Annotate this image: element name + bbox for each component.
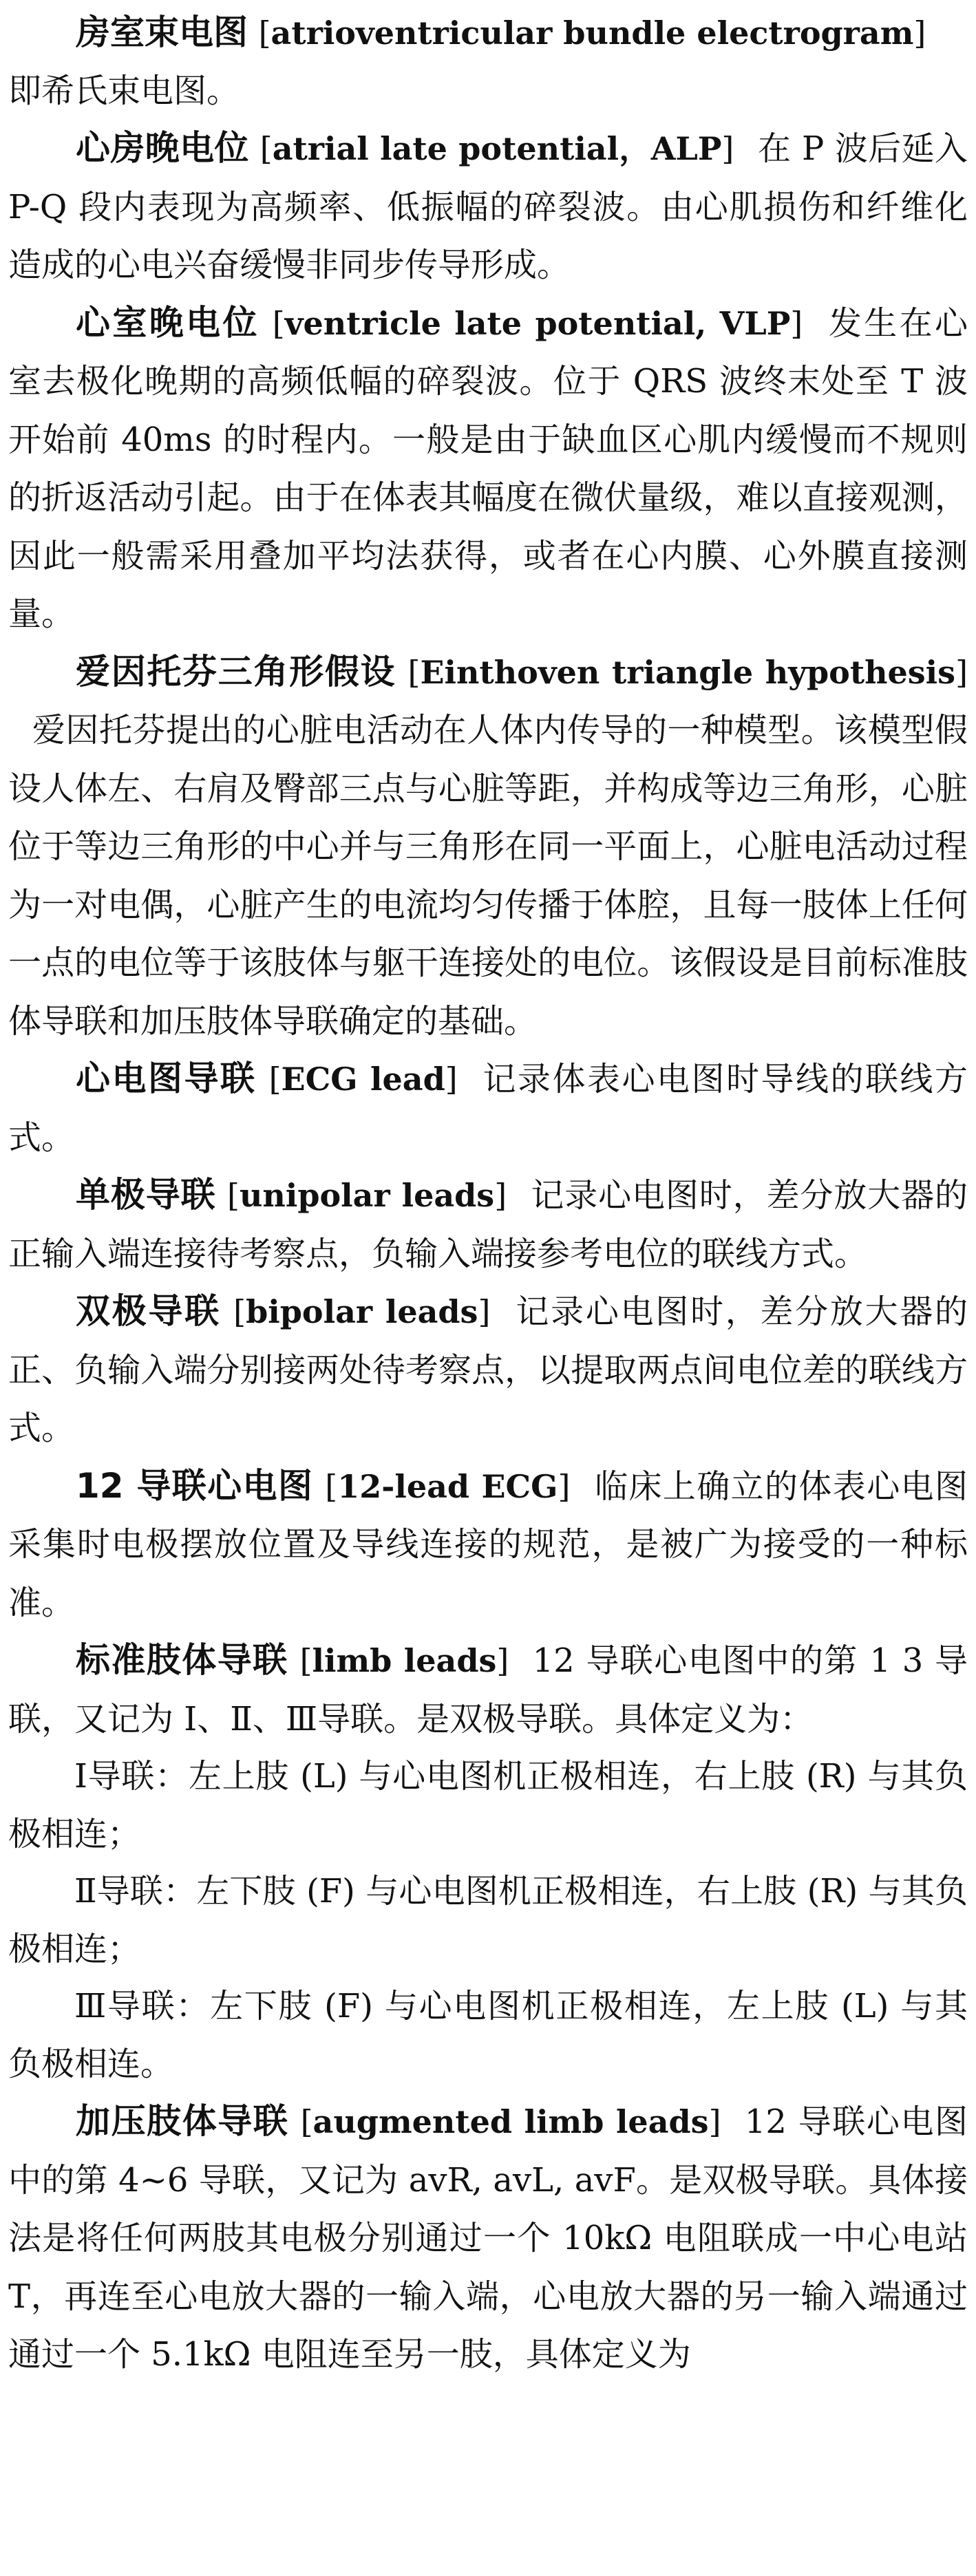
entry-atrioventricular-bundle-electrogram <box>8 4 968 63</box>
entry-english: [atrioventricular bundle electrogram] <box>258 14 926 52</box>
entry-term: 心房晚电位 <box>76 128 249 168</box>
entry-definition: 在 P 波后延入 P-Q 段内表现为高频率、低振幅的碎裂波。由心肌损伤和纤维化造成的心电兴奋缓慢非同步传导形成。 <box>8 129 968 284</box>
entry-term: 房室束电图 <box>76 12 248 52</box>
entry-unipolar-leads <box>8 1167 968 1283</box>
entry-augmented-limb-leads <box>8 2093 968 2384</box>
entry-definition: 记录心电图时，差分放大器的正输入端连接待考察点，负输入端接参考电位的联线方式。 <box>8 1176 968 1273</box>
entry-english: [ECG lead] <box>268 1061 458 1098</box>
lead-ii-definition: Ⅱ导联：左下肢 (F) 与心电图机正极相连，右上肢 (R) 与其负极相连； <box>8 1872 968 1968</box>
entry-english-text: Einthoven triangle hypothesis <box>420 653 956 691</box>
lead-i-definition: Ⅰ导联：左上肢 (L) 与心电图机正极相连，右上肢 (R) 与其负极相连； <box>8 1757 968 1853</box>
entry-term: 12 导联心电图 <box>76 1465 314 1506</box>
entry-english-text: atrial late potential，ALP <box>272 130 722 167</box>
entry-term: 单极导联 <box>76 1175 216 1215</box>
entry-english-text: augmented limb leads <box>312 2103 709 2140</box>
entry-definition: 记录心电图时，差分放大器的正、负输入端分别接两处待考察点，以提取两点间电位差的联线方式。 <box>8 1292 968 1447</box>
entry-term: 标准肢体导联 <box>76 1640 288 1680</box>
entry-english: [augmented limb leads] <box>300 2103 721 2140</box>
entry-english-text: ECG lead <box>281 1061 445 1098</box>
entry-term: 心电图导联 <box>76 1058 257 1098</box>
entry-atrial-late-potential <box>8 120 968 295</box>
entry-english: [limb leads] <box>299 1642 509 1679</box>
entry-ecg-lead <box>8 1050 968 1167</box>
entry-ventricle-late-potential <box>8 295 968 643</box>
entry-definition: 临床上确立的体表心电图采集时电极摆放位置及导线连接的规范，是被广为接受的一种标准。 <box>8 1467 968 1622</box>
entry-definition: 爱因托芬提出的心脏电活动在人体内传导的一种模型。该模型假设人体左、右肩及臀部三点与心脏等距，并构成等边三角形，心脏位于等边三角形的中心并与三角形在同一平面上，心脏电活动过程为一对电偶，心脏产生的电流均匀传播于体腔，且每一肢体上任何一点的电位等于该肢体与躯干连接处的电位。该假设是目前标准肢体导联和加压肢体导联确定的基础。 <box>8 711 968 1041</box>
entry-english: [atrial late potential，ALP] <box>259 130 734 167</box>
entry-english-text: bipolar leads <box>246 1293 478 1330</box>
entry-12-lead-ecg <box>8 1458 968 1632</box>
entry-definition: 记录体表心电图时导线的联线方式。 <box>8 1060 968 1157</box>
entry-english-text: limb leads <box>312 1642 497 1679</box>
lead-iii-definition: Ⅲ导联：左下肢 (F) 与心电图机正极相连，左上肢 (L) 与其负极相连。 <box>8 1987 968 2083</box>
entry-english-text: atrioventricular bundle electrogram <box>270 14 914 52</box>
entry-definition: 12 导联心电图中的第 4~6 导联，又记为 avR, avL, avF。是双极导联。具体接法是将任何两肢其电极分别通过一个 10kΩ 电阻联成一中心电站 T，再连至心电放大器的一输入端，心电放大器的另一输入端通过通过一个 5.1kΩ 电阻连至另一肢，具体定义为 <box>8 2103 968 2374</box>
entry-english: [12-lead ECG] <box>325 1467 571 1505</box>
entry-term: 心室晚电位 <box>76 302 259 343</box>
entry-english-text: unipolar leads <box>239 1177 495 1214</box>
entry-english: [unipolar leads] <box>227 1177 507 1214</box>
entry-term: 加压肢体导联 <box>76 2101 289 2141</box>
entry-definition-continued: 即希氏束电图。 <box>8 71 240 110</box>
entry-english: [bipolar leads] <box>233 1293 491 1330</box>
entry-term: 爱因托芬三角形假设 <box>76 651 396 692</box>
entry-definition: 发生在心室去极化晚期的高频低幅的碎裂波。位于 QRS 波终末处至 T 波开始前 40ms 的时程内。一般是由于缺血区心肌内缓慢而不规则的折返活动引起。由于在体表其幅度在微伏量级，难以直接观测，因此一般需采用叠加平均法获得，或者在心内膜、心外膜直接测量。 <box>8 304 968 633</box>
entry-einthoven-triangle <box>8 643 968 1051</box>
entry-english: [Einthoven triangle hypothesis] <box>407 653 968 691</box>
entry-bipolar-leads <box>8 1283 968 1458</box>
entry-english-text: 12-lead ECG <box>337 1467 558 1505</box>
entry-definition: 12 导联心电图中的第 1 3 导联，又记为 Ⅰ、Ⅱ、Ⅲ导联。是双极导联。具体定义为： <box>8 1641 968 1738</box>
entry-english-text: ventricle late potential, VLP <box>284 304 791 342</box>
entry-english: [ventricle late potential, VLP] <box>272 304 803 342</box>
entry-term: 双极导联 <box>76 1291 221 1331</box>
entry-limb-leads <box>8 1632 968 1748</box>
